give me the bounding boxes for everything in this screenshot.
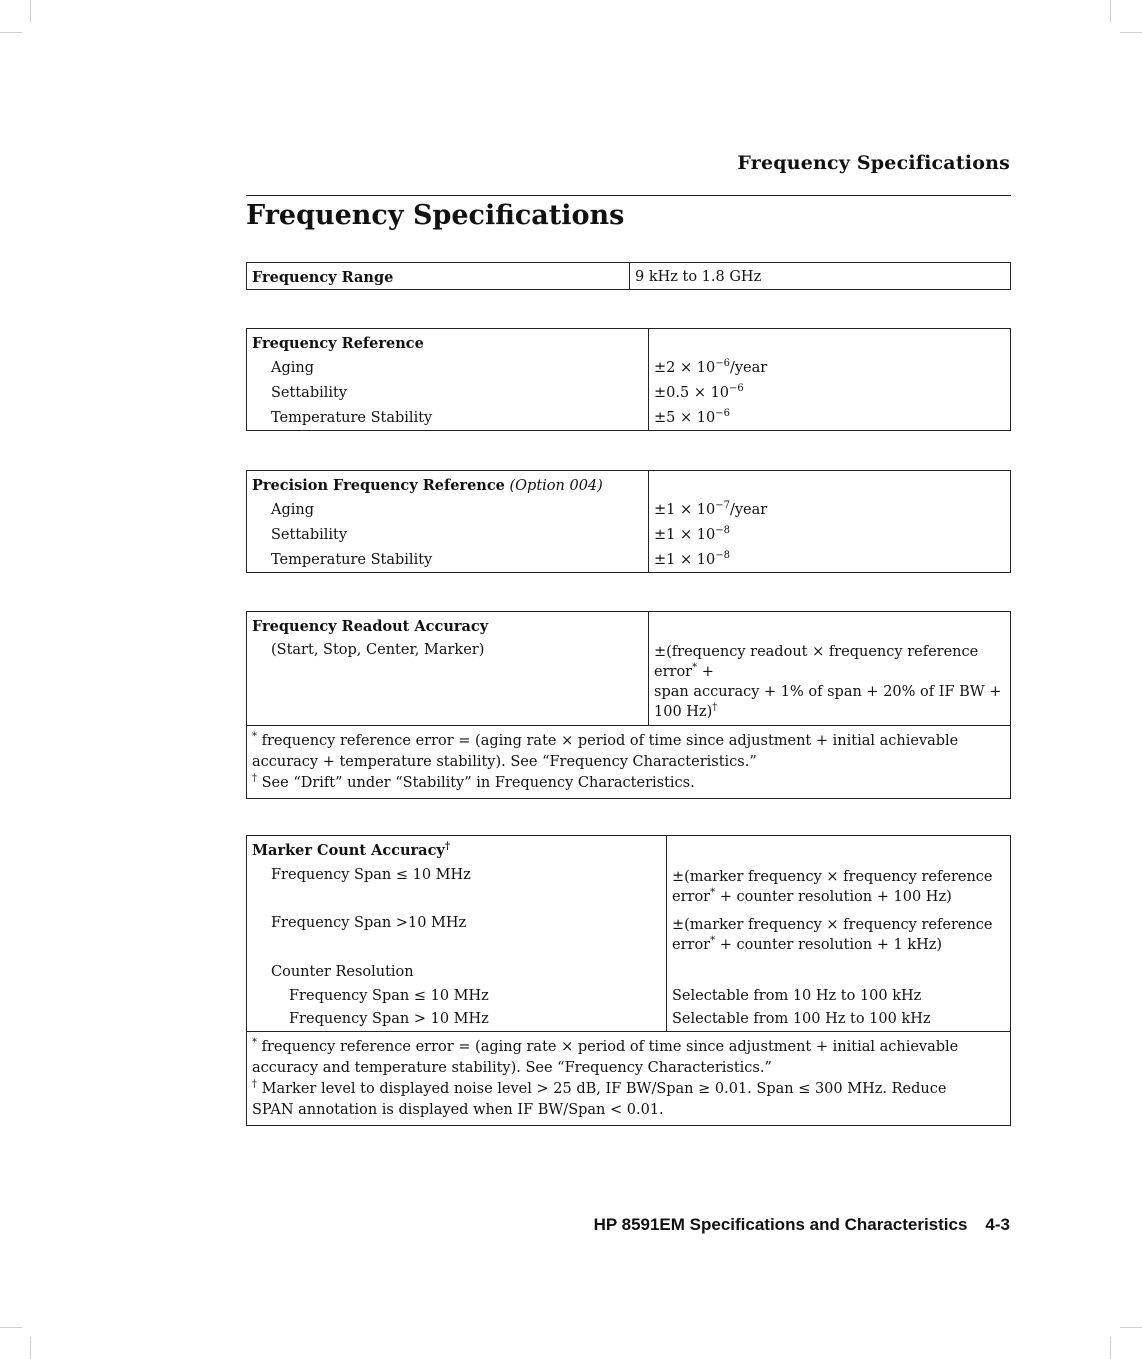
crop-mark	[30, 1337, 31, 1359]
frequency-range-table	[246, 262, 1011, 290]
readout-accuracy-footnotes: * frequency reference error = (aging rate × period of time since adjustment + initial achievable accuracy + temperature stability). See “Frequency Characteristics.” † See “Drift” under “Stability” in Frequency Characteristics.	[247, 725, 1011, 798]
span-le-value: ±(marker frequency × frequency reference error* + counter resolution + 100 Hz)	[667, 862, 1011, 912]
resolution-span-le-value: Selectable from 10 Hz to 100 kHz	[667, 985, 1011, 1008]
frequency-reference-label: Frequency Reference	[247, 329, 649, 355]
precision-temperature-label: Temperature Stability	[247, 547, 649, 573]
span-gt-label: Frequency Span >10 MHz	[247, 912, 667, 960]
crop-mark	[1110, 0, 1111, 22]
frequency-range-value: 9 kHz to 1.8 GHz	[630, 263, 1011, 290]
temperature-stability-value: $\pm 5 \times 10^{-6}$	[649, 405, 1011, 431]
precision-temperature-value: $\pm 1 \times 10^{-8}$	[649, 547, 1011, 573]
precision-settability-label: Settability	[247, 522, 649, 547]
page-title: Frequency Specifications	[246, 200, 625, 231]
span-gt-value: ±(marker frequency × frequency reference error* + counter resolution + 1 kHz)	[667, 912, 1011, 960]
precision-aging-label: Aging	[247, 497, 649, 522]
readout-accuracy-value: ±(frequency readout × frequency reference error* + span accuracy + 1% of span + 20% of IF BW + 100 Hz)†	[649, 637, 1011, 726]
readout-accuracy-label: Frequency Readout Accuracy	[247, 612, 649, 637]
crop-mark	[1110, 1337, 1111, 1359]
running-footer	[594, 1215, 1010, 1235]
page-number: 4-3	[985, 1215, 1010, 1234]
temperature-stability-label: Temperature Stability	[247, 405, 649, 431]
running-header: Frequency Specifications	[737, 152, 1010, 174]
span-le-label: Frequency Span ≤ 10 MHz	[247, 862, 667, 912]
crop-mark	[1120, 1327, 1142, 1328]
resolution-span-gt-label: Frequency Span > 10 MHz	[247, 1008, 667, 1032]
resolution-span-le-label: Frequency Span ≤ 10 MHz	[247, 985, 667, 1008]
marker-count-footnotes: * frequency reference error = (aging rate × period of time since adjustment + initial achievable accuracy and temperature stability). See “Frequency Characteristics.” † Marker level to displayed noise level > 25 dB, IF BW/Span ≥ 0.01. Span ≤ 300 MHz. Reduce SPAN annotation is displayed when IF BW/Span < 0.01.	[247, 1032, 1011, 1126]
precision-reference-table	[246, 470, 1011, 573]
resolution-span-gt-value: Selectable from 100 Hz to 100 kHz	[667, 1008, 1011, 1032]
readout-accuracy-table	[246, 611, 1011, 799]
footer-title: HP 8591EM Specifications and Characteristics	[593, 1215, 968, 1234]
precision-aging-value: $\pm 1 \times 10^{-7}$/year	[649, 497, 1011, 522]
readout-accuracy-sub-label: (Start, Stop, Center, Marker)	[247, 637, 649, 726]
precision-settability-value: $\pm 1 \times 10^{-8}$	[649, 522, 1011, 547]
precision-reference-label: Precision Frequency Reference (Option 004)	[247, 471, 649, 497]
header-rule	[246, 195, 1011, 196]
frequency-range-label: Frequency Range	[247, 263, 630, 290]
aging-label: Aging	[247, 355, 649, 380]
marker-count-table	[246, 835, 1011, 1126]
frequency-reference-table	[246, 328, 1011, 431]
settability-label: Settability	[247, 380, 649, 405]
marker-count-label: Marker Count Accuracy†	[247, 836, 667, 862]
crop-mark	[30, 0, 31, 22]
aging-value: $\pm 2 \times 10^{-6}$/year	[649, 355, 1011, 380]
option-label: (Option 004)	[509, 478, 603, 494]
crop-mark	[0, 32, 22, 33]
crop-mark	[1120, 32, 1142, 33]
settability-value: $\pm 0.5 \times 10^{-6}$	[649, 380, 1011, 405]
counter-resolution-label: Counter Resolution	[247, 960, 667, 985]
crop-mark	[0, 1327, 22, 1328]
